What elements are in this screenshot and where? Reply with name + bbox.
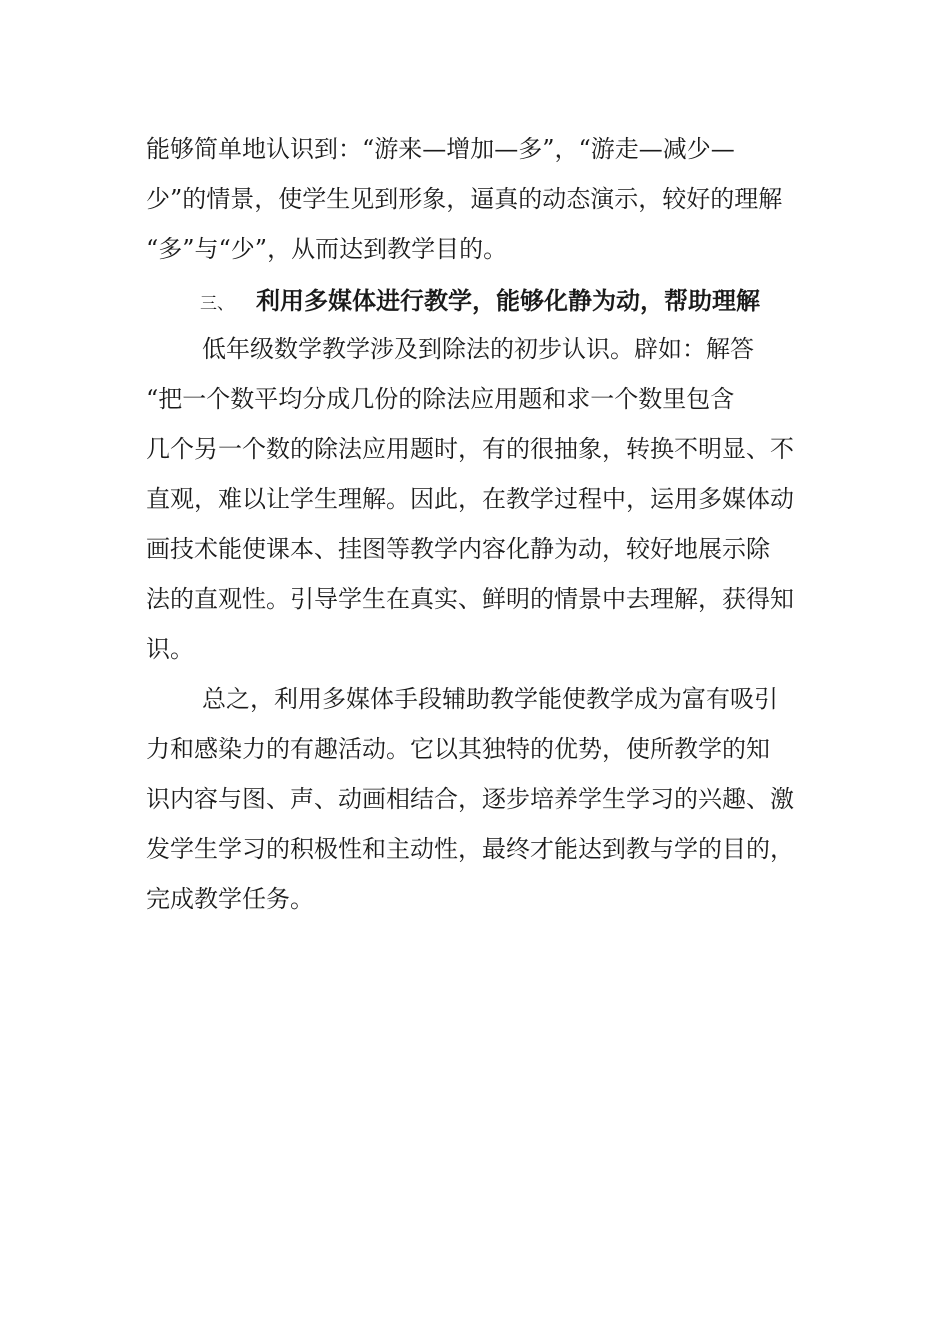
paragraph-line: 识内容与图、声、动画相结合，逐步培养学生学习的兴趣、激	[146, 785, 794, 813]
paragraph-line: 总之，利用多媒体手段辅助教学能使教学成为富有吸引	[202, 685, 778, 713]
paragraph-line: 力和感染力的有趣活动。它以其独特的优势，使所教学的知	[146, 735, 770, 763]
paragraph-line: “多”与“少”，从而达到教学目的。	[146, 235, 508, 263]
paragraph-line: 能够简单地认识到：“游来—增加—多”，“游走—减少—	[146, 135, 735, 163]
paragraph-line: 发学生学习的积极性和主动性，最终才能达到教与学的目的，	[146, 835, 794, 863]
paragraph-line: 画技术能使课本、挂图等教学内容化静为动，较好地展示除	[146, 535, 770, 563]
paragraph-line: 低年级数学教学涉及到除法的初步认识。辟如：解答	[202, 335, 754, 363]
paragraph-line: 几个另一个数的除法应用题时，有的很抽象，转换不明显、不	[146, 435, 794, 463]
paragraph-line: “把一个数平均分成几份的除法应用题和求一个数里包含	[146, 385, 735, 413]
paragraph-line: 直观，难以让学生理解。因此，在教学过程中，运用多媒体动	[146, 485, 794, 513]
paragraph-line: 少”的情景，使学生见到形象，逼真的动态演示，较好的理解	[146, 185, 783, 213]
section-heading-text: 利用多媒体进行教学，能够化静为动，帮助理解	[256, 287, 760, 315]
paragraph-line: 法的直观性。引导学生在真实、鲜明的情景中去理解，获得知	[146, 585, 794, 613]
section-heading	[200, 286, 760, 319]
paragraph-line: 完成教学任务。	[146, 885, 314, 913]
section-number: 三、	[200, 294, 234, 314]
paragraph-line: 识。	[146, 635, 194, 663]
